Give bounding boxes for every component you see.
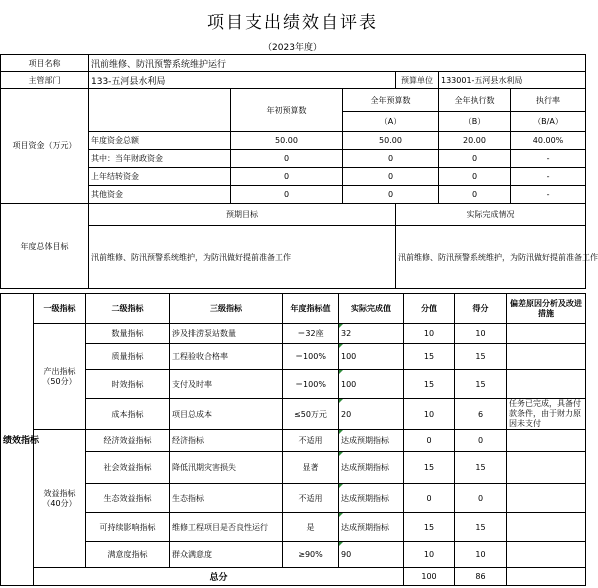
funds-cell: -: [511, 186, 586, 204]
expected-goal-text: 汛前维修、防汛预警系统维护，为防汛做好提前准备工作: [89, 226, 396, 289]
actual-result-text: 汛前维修、防汛预警系统维护，为防汛做好提前准备工作: [396, 226, 586, 289]
col-level2: 二级指标: [86, 294, 170, 324]
indicator-target: 不适用: [283, 430, 339, 452]
col-level3: 三级指标: [170, 294, 283, 324]
indicator-level3: 经济指标: [170, 430, 283, 452]
funds-header-annual-exec: 全年执行数: [439, 89, 511, 112]
info-table: [0, 54, 598, 289]
indicator-full-score: 10: [404, 542, 455, 568]
indicator-reason: [507, 324, 586, 344]
indicator-actual: 达成预期指标: [339, 513, 404, 542]
indicator-level2: 可持续影响指标: [86, 513, 170, 542]
performance-table: [0, 293, 586, 586]
funds-cell: 0: [343, 186, 439, 204]
funds-header-initial: 年初预算数: [231, 89, 343, 132]
indicator-full-score: 10: [404, 399, 455, 430]
funds-cell: 50.00: [231, 132, 343, 150]
benefit-indicators-label: 效益指标（40分）: [34, 430, 86, 568]
indicator-level2: 质量指标: [86, 344, 170, 370]
indicator-reason: [507, 513, 586, 542]
total-reason-cell: [507, 568, 586, 586]
col-deviation-reason: 偏差原因分析及改进措施: [507, 294, 586, 324]
indicator-level2: 生态效益指标: [86, 484, 170, 513]
total-score: 86: [455, 568, 507, 586]
funds-header-rate: 执行率: [511, 89, 586, 112]
actual-result-header: 实际完成情况: [396, 204, 586, 226]
indicator-reason: [507, 430, 586, 452]
funds-cell: 50.00: [343, 132, 439, 150]
indicator-target: ≥90%: [283, 542, 339, 568]
indicator-full-score: 15: [404, 513, 455, 542]
funds-cell: 20.00: [439, 132, 511, 150]
indicator-actual: 90: [339, 542, 404, 568]
indicator-full-score: 0: [404, 430, 455, 452]
indicator-full-score: 15: [404, 370, 455, 399]
indicator-level3: 工程验收合格率: [170, 344, 283, 370]
page-title: 项目支出绩效自评表: [207, 13, 378, 33]
indicator-level3: 生态指标: [170, 484, 283, 513]
indicator-level3: 项目总成本: [170, 399, 283, 430]
funds-corner-cell: [89, 89, 231, 132]
indicator-full-score: 15: [404, 452, 455, 484]
fiscal-year: （2023年度）: [263, 43, 322, 53]
indicator-score: 6: [455, 399, 507, 430]
funds-cell: 0: [231, 186, 343, 204]
funds-label: 项目资金（万元）: [1, 89, 89, 204]
annual-goal-label: 年度总体目标: [1, 204, 89, 289]
indicator-score: 0: [455, 430, 507, 452]
indicator-level3: 维修工程项目是否良性运行: [170, 513, 283, 542]
funds-cell: -: [511, 168, 586, 186]
funds-cell: 0: [439, 168, 511, 186]
indicator-reason: [507, 484, 586, 513]
indicator-reason: [507, 452, 586, 484]
indicator-score: 15: [455, 370, 507, 399]
funds-row-label: 其中：当年财政资金: [89, 150, 231, 168]
funds-header-annual-budget: 全年预算数: [343, 89, 439, 112]
funds-cell: 0: [231, 150, 343, 168]
indicator-score: 10: [455, 542, 507, 568]
performance-indicators-label: 绩效指标: [1, 294, 34, 586]
indicator-actual: 100: [339, 344, 404, 370]
department-label: 主管部门: [1, 72, 89, 89]
col-score: 得分: [455, 294, 507, 324]
indicator-level2: 经济效益指标: [86, 430, 170, 452]
indicator-target: ＝100%: [283, 370, 339, 399]
indicator-target: 是: [283, 513, 339, 542]
indicator-level2: 数量指标: [86, 324, 170, 344]
indicator-actual: 达成预期指标: [339, 452, 404, 484]
indicator-full-score: 10: [404, 324, 455, 344]
total-full-score: 100: [404, 568, 455, 586]
indicator-actual: 达成预期指标: [339, 484, 404, 513]
indicator-level2: 社会效益指标: [86, 452, 170, 484]
col-actual: 实际完成值: [339, 294, 404, 324]
department-value: 133-五河县水利局: [89, 72, 396, 89]
indicator-actual: 100: [339, 370, 404, 399]
total-score-label: 总分: [34, 568, 404, 586]
budget-unit-value: 133001-五河县水利局: [439, 72, 586, 89]
project-name-value: 汛前维修、防汛预警系统维护运行: [89, 55, 586, 72]
indicator-level3: 涉及排涝泵站数量: [170, 324, 283, 344]
col-level1: 一级指标: [34, 294, 86, 324]
indicator-actual: 20: [339, 399, 404, 430]
funds-cell: 0: [231, 168, 343, 186]
indicator-level2: 时效指标: [86, 370, 170, 399]
indicator-full-score: 0: [404, 484, 455, 513]
funds-row-label: 其他资金: [89, 186, 231, 204]
indicator-target: 不适用: [283, 484, 339, 513]
col-target: 年度指标值: [283, 294, 339, 324]
indicator-level2: 成本指标: [86, 399, 170, 430]
indicator-level2: 满意度指标: [86, 542, 170, 568]
indicator-score: 15: [455, 452, 507, 484]
indicator-level3: 支付及时率: [170, 370, 283, 399]
indicator-target: 显著: [283, 452, 339, 484]
funds-subheader-b: （B）: [439, 112, 511, 132]
col-score-full: 分值: [404, 294, 455, 324]
indicator-reason: [507, 542, 586, 568]
indicator-actual: 32: [339, 324, 404, 344]
indicator-target: ≤50万元: [283, 399, 339, 430]
indicator-actual: 达成预期指标: [339, 430, 404, 452]
indicator-score: 15: [455, 513, 507, 542]
indicator-score: 10: [455, 324, 507, 344]
indicator-level3: 群众满意度: [170, 542, 283, 568]
funds-row-label: 年度资金总额: [89, 132, 231, 150]
funds-cell: 40.00%: [511, 132, 586, 150]
indicator-score: 15: [455, 344, 507, 370]
project-name-label: 项目名称: [1, 55, 89, 72]
expected-goal-header: 预期目标: [89, 204, 396, 226]
funds-cell: 0: [439, 186, 511, 204]
indicator-reason: [507, 370, 586, 399]
indicator-target: ＝32座: [283, 324, 339, 344]
indicator-reason: 任务已完成，具备付款条件，由于财力原因未支付: [507, 399, 586, 430]
indicator-reason: [507, 344, 586, 370]
funds-cell: 0: [343, 150, 439, 168]
indicator-score: 0: [455, 484, 507, 513]
funds-cell: 0: [343, 168, 439, 186]
funds-subheader-a: （A）: [343, 112, 439, 132]
indicator-full-score: 15: [404, 344, 455, 370]
funds-subheader-ba: （B/A）: [511, 112, 586, 132]
funds-cell: 0: [439, 150, 511, 168]
budget-unit-label: 预算单位: [396, 72, 439, 89]
indicator-level3: 降低汛期灾害损失: [170, 452, 283, 484]
indicator-target: ＝100%: [283, 344, 339, 370]
funds-cell: -: [511, 150, 586, 168]
funds-row-label: 上年结转资金: [89, 168, 231, 186]
output-indicators-label: 产出指标（50分）: [34, 324, 86, 430]
